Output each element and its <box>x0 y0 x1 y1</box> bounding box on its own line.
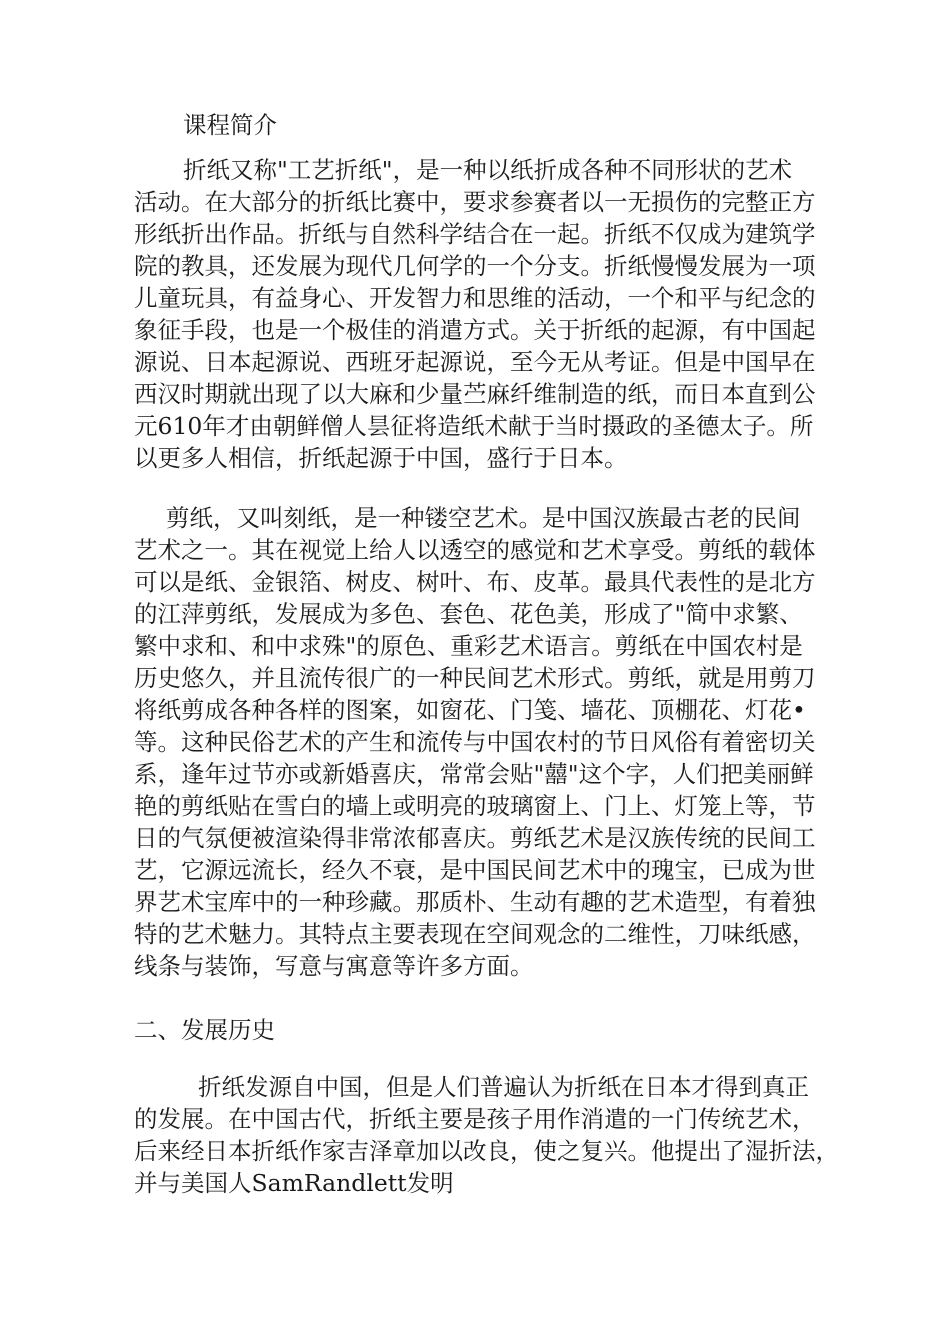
section-title-history: 二、发展历史 <box>134 1016 275 1044</box>
text-line: 将纸剪成各种各样的图案，如窗花、门笺、墙花、顶棚花、灯花• <box>134 696 806 724</box>
text-line: 系，逢年过节亦或新婚喜庆，常常会贴"囍"这个字，人们把美丽鲜 <box>134 760 814 788</box>
text-line: 线条与装饰，写意与寓意等许多方面。 <box>134 952 534 980</box>
text-line: 以更多人相信，折纸起源于中国，盛行于日本。 <box>134 444 628 472</box>
text-line: 繁中求和、和中求殊"的原色、重彩艺术语言。剪纸在中国农村是 <box>134 632 803 660</box>
text-line: 等。这种民俗艺术的产生和流传与中国农村的节日风俗有着密切关 <box>134 728 816 756</box>
text-line: 元610年才由朝鲜僧人昙征将造纸术献于当时摄政的圣德太子。所 <box>134 412 814 440</box>
text-line: 并与美国人SamRandlett发明 <box>134 1169 454 1197</box>
text-line: 特的艺术魅力。其特点主要表现在空间观念的二维性，刀味纸感， <box>134 920 816 948</box>
text-line: 活动。在大部分的折纸比赛中，要求参赛者以一无损伤的完整正方 <box>134 188 816 216</box>
text-line: 剪纸，又叫刻纸，是一种镂空艺术。是中国汉族最古老的民间 <box>166 504 801 532</box>
text-line: 折纸又称"工艺折纸"，是一种以纸折成各种不同形状的艺术 <box>183 156 793 184</box>
section-title-course-intro: 课程简介 <box>183 111 277 139</box>
text-line: 的发展。在中国古代，折纸主要是孩子用作消遣的一门传统艺术， <box>134 1105 816 1133</box>
text-line: 源说、日本起源说、西班牙起源说，至今无从考证。但是中国早在 <box>134 348 816 376</box>
text-line: 历史悠久，并且流传很广的一种民间艺术形式。剪纸，就是用剪刀 <box>134 664 816 692</box>
text-line: 儿童玩具，有益身心、开发智力和思维的活动，一个和平与纪念的 <box>134 284 816 312</box>
text-line: 艺，它源远流长，经久不衰，是中国民间艺术中的瑰宝，已成为世 <box>134 856 816 884</box>
text-line: 界艺术宝库中的一种珍藏。那质朴、生动有趣的艺术造型，有着独 <box>134 888 816 916</box>
text-line: 西汉时期就出现了以大麻和少量苎麻纤维制造的纸，而日本直到公 <box>134 380 816 408</box>
text-line: 可以是纸、金银箔、树皮、树叶、布、皮革。最具代表性的是北方 <box>134 568 816 596</box>
text-line: 后来经日本折纸作家吉泽章加以改良，使之复兴。他提出了湿折法， <box>134 1137 839 1165</box>
text-line: 象征手段，也是一个极佳的消遣方式。关于折纸的起源，有中国起 <box>134 316 816 344</box>
text-line: 形纸折出作品。折纸与自然科学结合在一起。折纸不仅成为建筑学 <box>134 220 816 248</box>
text-line: 艺术之一。其在视觉上给人以透空的感觉和艺术享受。剪纸的载体 <box>134 536 816 564</box>
text-line: 艳的剪纸贴在雪白的墙上或明亮的玻璃窗上、门上、灯笼上等，节 <box>134 792 816 820</box>
text-line: 折纸发源自中国，但是人们普遍认为折纸在日本才得到真正 <box>198 1073 809 1101</box>
text-line: 的江萍剪纸，发展成为多色、套色、花色美，形成了"简中求繁、 <box>134 600 803 628</box>
text-line: 院的教具，还发展为现代几何学的一个分支。折纸慢慢发展为一项 <box>134 252 816 280</box>
text-line: 日的气氛便被渲染得非常浓郁喜庆。剪纸艺术是汉族传统的民间工 <box>134 824 816 852</box>
